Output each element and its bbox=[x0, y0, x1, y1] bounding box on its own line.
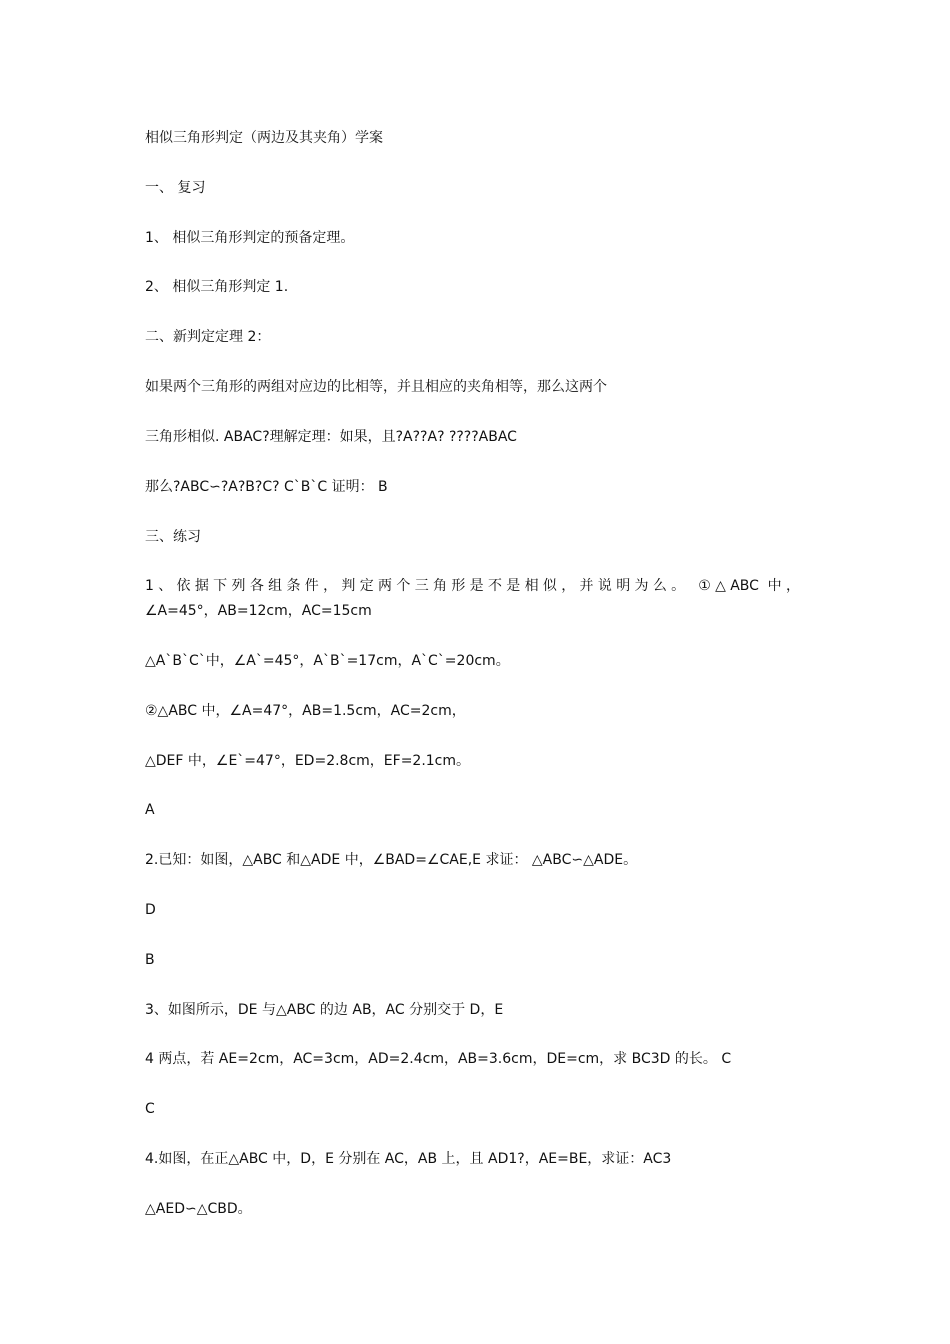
question-3-line-2: 4 两点，若 AE=2cm，AC=3cm，AD=2.4cm，AB=3.6cm，DE=cm，求 BC3D 的长。 C bbox=[145, 1051, 732, 1067]
review-item-2: 2、 相似三角形判定 1. bbox=[145, 279, 289, 295]
question-1-line-2: ∠A=45°，AB=12cm，AC=15cm bbox=[145, 603, 372, 619]
theorem-text-line-1: 如果两个三角形的两组对应边的比相等，并且相应的夹角相等，那么这两个 bbox=[145, 379, 607, 395]
figure-label-d: D bbox=[145, 902, 156, 918]
question-1-line-3: △A`B`C`中，∠A`=45°，A`B`=17cm，A`C`=20cm。 bbox=[145, 653, 510, 669]
question-3-line-1: 3、如图所示，DE 与△ABC 的边 AB，AC 分别交于 D，E bbox=[145, 1002, 504, 1018]
figure-label-a: A bbox=[145, 802, 155, 818]
section-practice-heading: 三、练习 bbox=[145, 529, 201, 545]
question-4-line-2: △AED∽△CBD。 bbox=[145, 1201, 252, 1217]
document-title: 相似三角形判定（两边及其夹角）学案 bbox=[145, 130, 383, 146]
section-theorem-heading: 二、新判定定理 2： bbox=[145, 329, 271, 345]
review-item-1: 1、 相似三角形判定的预备定理。 bbox=[145, 230, 355, 246]
question-2-line-1: 2.已知：如图，△ABC 和△ADE 中，∠BAD=∠CAE,E 求证： △ABC∽△ADE。 bbox=[145, 852, 638, 868]
theorem-text-line-2: 三角形相似. ABAC?理解定理：如果，且?A??A? ????ABAC bbox=[145, 429, 517, 445]
figure-label-b: B bbox=[145, 952, 155, 968]
section-review-heading: 一、 复习 bbox=[145, 180, 206, 196]
figure-label-c: C bbox=[145, 1101, 155, 1117]
question-1-line-4: ②△ABC 中，∠A=47°，AB=1.5cm，AC=2cm， bbox=[145, 703, 466, 719]
theorem-text-line-3: 那么?ABC∽?A?B?C? C`B`C 证明： B bbox=[145, 479, 388, 495]
question-4-line-1: 4.如图，在正△ABC 中，D，E 分别在 AC，AB 上，且 AD1?，AE=BE，求证：AC3 bbox=[145, 1151, 672, 1167]
question-1-line-1: 1、依据下列各组条件，判定两个三角形是不是相似，并说明为么。 ①△ABC 中， bbox=[145, 578, 800, 594]
question-1-line-5: △DEF 中，∠E`=47°，ED=2.8cm，EF=2.1cm。 bbox=[145, 753, 471, 769]
